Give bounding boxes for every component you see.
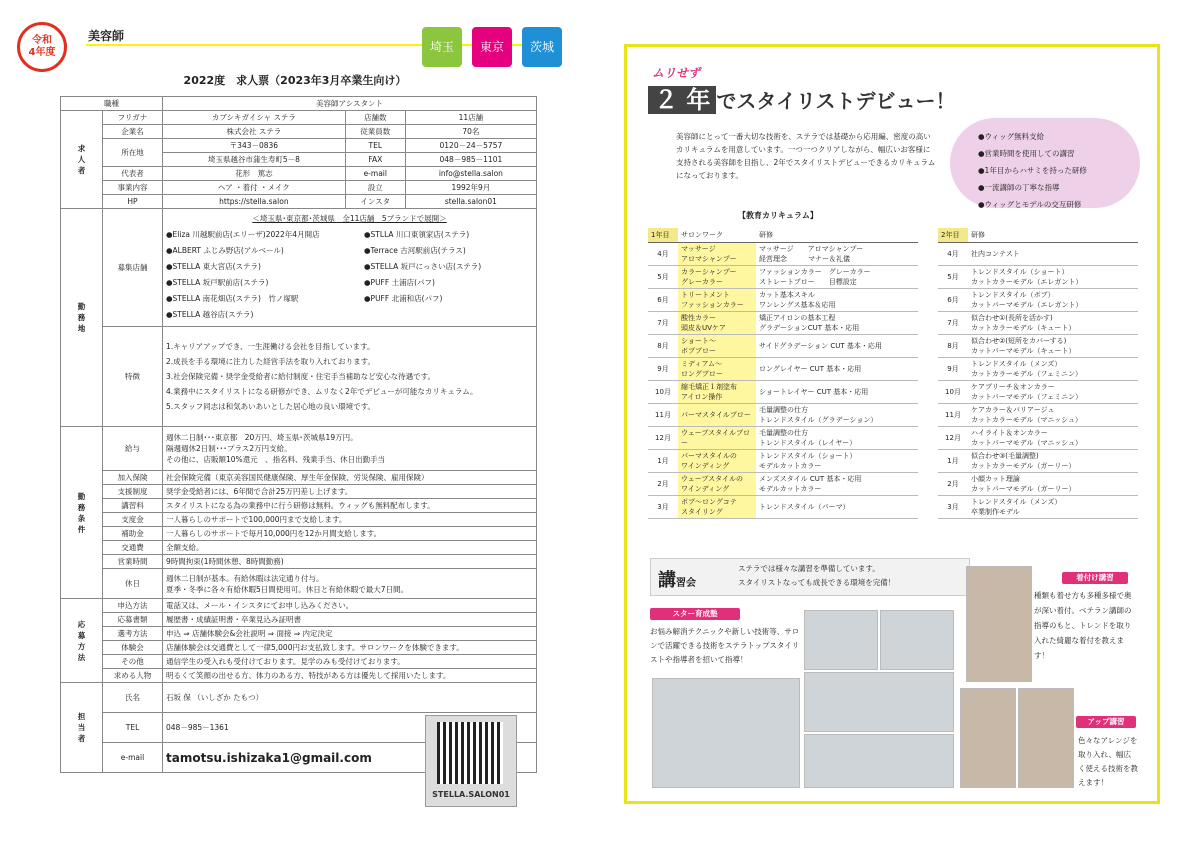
label-hp: HP [103, 195, 163, 209]
month: 10月 [648, 380, 678, 403]
sec-work: 勤 務 地 [61, 209, 103, 427]
sec-conditions: 勤 務 条 件 [61, 427, 103, 599]
star-text: お悩み解消テクニックや新しい技術等、サロンで活躍できる技術をステラトップスタイリストや指導者を招いて指導！ [650, 627, 800, 664]
up-title: アップ講習 [1076, 716, 1136, 728]
store-item: ●STELLA 坂戸にっさい店(ステラ) [364, 261, 482, 271]
month: 10月 [938, 380, 968, 403]
headline [648, 80, 956, 115]
feature-item: 5.スタッフ同志は和気あいあいとした居心地の良い環境です。 [166, 402, 376, 411]
month: 1月 [648, 449, 678, 472]
year2-row [938, 472, 1138, 495]
tag-saitama: 埼玉 [422, 27, 462, 67]
year1-col-salon: サロンワーク [678, 228, 756, 242]
month: 5月 [938, 265, 968, 288]
sec-contact: 担 当 者 [61, 683, 103, 773]
intro-text: 美容師にとって一番大切な技術を、ステラでは基礎から応用編、密度の高いカリキュラムを用意しています。一つ一つクリアしながら、幅広いお客様に支持される美容師を目指し、2年でスタイリストデビューできるカリキュラムになっております。 [676, 132, 936, 180]
year2-col-training: 研修 [968, 228, 1138, 242]
value-transport: 全額支給。 [163, 541, 537, 555]
curriculum-title: 【教育カリキュラム】 [738, 211, 818, 220]
training: トレンドスタイル（ボブ） カットパーマモデル（エレガント） [968, 288, 1138, 311]
sec-company: 求 人 者 [61, 111, 103, 209]
store-item: ●STELLA 越谷店(ステラ) [166, 309, 254, 319]
feature-item: 4.業務中にスタイリストになる研修ができ、ムリなく2年でデビューが可能なカリキュラム。 [166, 387, 478, 396]
feature-item: 1.キャリアアップでき、一生涯働ける会社を目指しています。 [166, 342, 375, 351]
label-rep: 代表者 [103, 167, 163, 181]
store-item: ●Eliza 川越駅前店(エリーザ)2022年4月開店 [166, 229, 320, 239]
value-company: 株式会社 ステラ [163, 125, 346, 139]
photo-updo-1 [960, 688, 1016, 788]
label-contact-tel: TEL [103, 713, 163, 743]
year1-row [648, 311, 918, 334]
year1-row [648, 357, 918, 380]
training: 毛量調整の仕方 トレンドスタイル（レイヤー） [756, 426, 918, 449]
salon-work: パーマスタイルブロー [678, 403, 756, 426]
sec-apply: 応 募 方 法 [61, 599, 103, 683]
year1-row [648, 265, 918, 288]
label-how: 申込方法 [103, 599, 163, 613]
month: 1月 [938, 449, 968, 472]
doc-title: 2022度 求人票（2023年3月卒業生向け） [183, 74, 407, 87]
stores-left [166, 227, 356, 323]
salon-work: ボブ〜ロングコテ スタイリング [678, 495, 756, 518]
tag-tokyo: 東京 [472, 27, 512, 67]
photo-seminar-5 [804, 734, 954, 788]
value-stores: 11店舗 [405, 111, 536, 125]
muri-label: ムリせず [652, 66, 701, 80]
photo-seminar-2 [880, 610, 954, 670]
label-company: 企業名 [103, 125, 163, 139]
salon-work: ショート〜 ボブブロー [678, 334, 756, 357]
month: 3月 [938, 495, 968, 518]
month: 12月 [648, 426, 678, 449]
feature-item: 3.社会保険完備・奨学金受給者に給付制度・住宅手当補助など安心な待遇です。 [166, 372, 436, 381]
training: サイドグラデーション CUT 基本・応用 [756, 334, 918, 357]
training: トレンドスタイル（ショート） カットカラーモデル（エレガント） [968, 265, 1138, 288]
headline-years: ２ 年 [648, 86, 716, 114]
training: ショートレイヤー CUT 基本・応用 [756, 380, 918, 403]
month: 9月 [938, 357, 968, 380]
year2-row [938, 380, 1138, 403]
value-furigana: カブシキガイシャ ステラ [163, 111, 346, 125]
salon-work: ウェーブスタイルの ワインディング [678, 472, 756, 495]
bullet-item: ●一流講師の丁寧な指導 [978, 183, 1060, 192]
month: 9月 [648, 357, 678, 380]
label-transport: 交通費 [103, 541, 163, 555]
month: 11月 [648, 403, 678, 426]
year2-row [938, 265, 1138, 288]
label-founded: 設立 [345, 181, 405, 195]
store-item: ●STLLA 川口東領家店(ステラ) [364, 229, 470, 239]
value-email: info@stella.salon [405, 167, 536, 181]
bullet-item: ●ウィッグ無料支給 [978, 132, 1045, 141]
label-insta: インスタ [345, 195, 405, 209]
value-name: 石坂 保 （いしざか たもつ） [163, 683, 537, 713]
year2-row [938, 334, 1138, 357]
value-tel: 0120－24－5757 [405, 139, 536, 153]
label-store-list: 募集店舗 [103, 209, 163, 327]
year1-label: 1年目 [648, 228, 678, 242]
year2-row [938, 426, 1138, 449]
label-name: 氏名 [103, 683, 163, 713]
photo-seminar-1 [804, 610, 878, 670]
month: 2月 [938, 472, 968, 495]
value-hp: https://stella.salon [163, 195, 346, 209]
year2-row [938, 288, 1138, 311]
month: 3月 [648, 495, 678, 518]
label-address: 所在地 [103, 139, 163, 167]
month: 4月 [648, 242, 678, 265]
month: 6月 [648, 288, 678, 311]
value-founded: 1992年9月 [405, 181, 536, 195]
value-docs: 履歴書・成績証明書・卒業見込み証明書 [163, 613, 537, 627]
training: トレンドスタイル（メンズ） 卒業制作モデル [968, 495, 1138, 518]
year1-row [648, 472, 918, 495]
label-tel: TEL [345, 139, 405, 153]
year1-row [648, 495, 918, 518]
store-item: ●STELLA 坂戸駅前店(ステラ) [166, 277, 269, 287]
features [163, 327, 537, 427]
year1-row [648, 288, 918, 311]
month: 2月 [648, 472, 678, 495]
label-other: その他 [103, 655, 163, 669]
value-rep: 花形 篤志 [163, 167, 346, 181]
year1-row [648, 426, 918, 449]
year1-row [648, 242, 918, 265]
up-text: 色々なアレンジを取り入れ、幅広く使える技術を教えます！ [1078, 736, 1138, 787]
year1-row [648, 334, 918, 357]
value-other: 通信学生の受入れも受付けております。見学のみも受付けております。 [163, 655, 537, 669]
photo-kimono [966, 566, 1032, 682]
training: ロングレイヤー CUT 基本・応用 [756, 357, 918, 380]
store-list [163, 209, 537, 327]
training: ケアカラー＆バリアージュ カットカラーモデル（マニッシュ） [968, 403, 1138, 426]
training: マッサージ アロマシャンプー 経営理念 マナー＆礼儀 [756, 242, 918, 265]
label-salary: 給与 [103, 427, 163, 471]
store-item: ●ALBERT ふじみ野店(アルベール) [166, 245, 284, 255]
qr-code-icon [437, 722, 503, 784]
salon-work: ミディアム〜 ロングブロー [678, 357, 756, 380]
value-prep: 一人暮らしのサポートで100,000円まで支給します。 [163, 513, 537, 527]
kitsuke-title: 着付け講習 [1062, 572, 1128, 584]
training: 小顔カット理論 カットパーマモデル（ガーリー） [968, 472, 1138, 495]
value-salary: 週休二日制･･･東京都 20万円、埼玉県･茨城県19万円。 隔週週休2日制･･･プラス2万円支給。 その他に、店販額10%還元 、指名料、残業手当、休日出勤手当 [163, 427, 537, 471]
value-address: 埼玉県越谷市蒲生寿町5－8 [163, 153, 346, 167]
store-item: ●STELLA 東大宮店(ステラ) [166, 261, 261, 271]
year1-table [648, 228, 918, 519]
value-select: 申込 ⇒ 店舗体験会&会社説明 ⇒ 面接 ⇒ 内定決定 [163, 627, 537, 641]
label-holiday: 休日 [103, 569, 163, 599]
value-hours: 9時間拘束(1時間休憩、8時間勤務) [163, 555, 537, 569]
training: ハイライト＆オンカラー カットパーマモデル（マニッシュ） [968, 426, 1138, 449]
store-item: ●Terrace 古河駅前店(テラス) [364, 245, 466, 255]
photo-seminar-4 [652, 678, 800, 788]
training: ケアブリーチ＆オンカラー カットパーマモデル（フェミニン） [968, 380, 1138, 403]
bullet-item: ●1年目からハサミを持った研修 [978, 166, 1087, 175]
label-support: 支援制度 [103, 485, 163, 499]
lecture-text: ステラでは様々な講習を準備しています。 スタイリストなっても成長できる環境を完備！ [738, 564, 896, 587]
value-contact-email: tamotsu.ishizaka1@gmail.com [163, 743, 537, 773]
month: 4月 [938, 242, 968, 265]
value-occupation: 美容師アシスタント [163, 97, 537, 111]
training: トレンドスタイル（パーマ） [756, 495, 918, 518]
month: 8月 [938, 334, 968, 357]
store-item: ●STELLA 南花畑店(ステラ) 竹ノ塚駅 [166, 293, 299, 303]
photo-seminar-3 [804, 672, 954, 732]
year1-col-training: 研修 [756, 228, 918, 242]
salon-work: パーマスタイルの ワインディング [678, 449, 756, 472]
feature-item: 2.成長を手る環境に注力した経営手法を取り入れております。 [166, 357, 376, 366]
label-furigana: フリガナ [103, 111, 163, 125]
year2-row [938, 357, 1138, 380]
salon-work: カラーシャンプー グレーカラー [678, 265, 756, 288]
label-select: 選考方法 [103, 627, 163, 641]
training: 矯正アイロンの基本工程 グラデーションCUT 基本・応用 [756, 311, 918, 334]
label-aid: 補助金 [103, 527, 163, 541]
label-contact-email: e-mail [103, 743, 163, 773]
value-business: ヘア ・着付 ・メイク [163, 181, 346, 195]
value-aid: 一人暮らしのサポートで毎月10,000円を12か月間支給します。 [163, 527, 537, 541]
lecture-heading-small: 習会 [676, 578, 696, 589]
value-employees: 70名 [405, 125, 536, 139]
value-insta: stella.salon01 [405, 195, 536, 209]
year2-table [938, 228, 1138, 519]
bullet-item: ●営業時間を使用しての講習 [978, 149, 1075, 158]
month: 7月 [648, 311, 678, 334]
star-title: スター育成塾 [650, 608, 740, 620]
training: トレンドスタイル（メンズ） カットカラーモデル（フェミニン） [968, 357, 1138, 380]
label-features: 特徴 [103, 327, 163, 427]
kitsuke-text: 種類も着せ方も多種多様で奥が深い着付。ベテラン講師の指導のもと、トレンドを取り入れた綺麗な着付を教えます！ [1034, 591, 1132, 660]
photo-updo-2 [1018, 688, 1074, 788]
month: 7月 [938, 311, 968, 334]
lecture-heading [658, 566, 696, 592]
qr-caption: STELLA.SALON01 [432, 790, 510, 799]
month: 5月 [648, 265, 678, 288]
value-wanted: 明るくて笑顔の出せる方、体力のある方、特技がある方は優先して採用いたします。 [163, 669, 537, 683]
label-docs: 応募書類 [103, 613, 163, 627]
year1-row [648, 380, 918, 403]
stores-right [364, 227, 481, 323]
label-email: e-mail [345, 167, 405, 181]
job-form [60, 96, 537, 773]
year-badge: 令和 4年度 [17, 22, 67, 72]
store-item: ●PUFF 北浦和店(パフ) [364, 293, 443, 303]
training: 似合わせ①(長所を活かす) カットカラーモデル（キュート） [968, 311, 1138, 334]
value-how: 電話又は、メール・インスタにてお申し込みください。 [163, 599, 537, 613]
value-training: スタイリストになる為の業務中に行う研修は無料。ウィッグも無料配布します。 [163, 499, 537, 513]
salon-work: トリートメント ファッションカラー [678, 288, 756, 311]
label-prep: 支度金 [103, 513, 163, 527]
year2-row [938, 449, 1138, 472]
training: メンズスタイル CUT 基本・応用 モデルカットカラー [756, 472, 918, 495]
year2-label: 2年目 [938, 228, 968, 242]
stores-headline: ＜埼玉県･東京都･茨城県 全11店舗 5ブランドで展開＞ [252, 213, 447, 223]
bullet-item: ●ウィッグとモデルの交互研修 [978, 200, 1082, 209]
training: 社内コンテスト [968, 242, 1138, 265]
training: トレンドスタイル（ショート） モデルカットカラー [756, 449, 918, 472]
job-title: 美容師 [88, 29, 125, 43]
salon-work: 縮毛矯正１剤塗布 アイロン操作 [678, 380, 756, 403]
value-support: 奨学金受給者には、6年間で合計25万円差し上げます。 [163, 485, 537, 499]
label-stores: 店舗数 [345, 111, 405, 125]
year2-row [938, 242, 1138, 265]
month: 11月 [938, 403, 968, 426]
year1-row [648, 403, 918, 426]
month: 8月 [648, 334, 678, 357]
training: カット基本スキル ワンレングス基本＆応用 [756, 288, 918, 311]
value-holiday: 週休二日制が基本。有給休暇は法定通り付与。 夏季・冬季に各々有給休暇5日間使用可。休日と有給休暇で最大7日間。 [163, 569, 537, 599]
value-insurance: 社会保険完備（東京美容国民健康保険、厚生年金保険、労災保険、雇用保険） [163, 471, 537, 485]
label-training: 講習料 [103, 499, 163, 513]
month: 6月 [938, 288, 968, 311]
value-postal: 〒343－0836 [163, 139, 346, 153]
label-business: 事業内容 [103, 181, 163, 195]
bullet-list [978, 128, 1087, 213]
year2-row [938, 495, 1138, 518]
training: ファッションカラー グレーカラー ストレートブロー 目標設定 [756, 265, 918, 288]
label-hours: 営業時間 [103, 555, 163, 569]
value-trial: 店舗体験会は交通費として一律5,000円お支払致します。サロンワークを体験できます。 [163, 641, 537, 655]
headline-rest: でスタイリストデビュー！ [716, 89, 956, 113]
training: 毛量調整の仕方 トレンドスタイル（グラデーション） [756, 403, 918, 426]
label-insurance: 加入保険 [103, 471, 163, 485]
label-occupation: 職種 [61, 97, 163, 111]
label-fax: FAX [345, 153, 405, 167]
salon-work: ウェーブスタイルブロー [678, 426, 756, 449]
store-item: ●PUFF 土浦店(パフ) [364, 277, 435, 287]
label-wanted: 求める人物 [103, 669, 163, 683]
label-employees: 従業員数 [345, 125, 405, 139]
salon-work: マッサージ アロマシャンプー [678, 242, 756, 265]
lecture-heading-big: 講 [658, 570, 676, 591]
value-contact-tel: 048－985－1361 [163, 713, 537, 743]
salon-work: 酸性カラー 頭皮＆UVケア [678, 311, 756, 334]
year2-row [938, 403, 1138, 426]
label-trial: 体験会 [103, 641, 163, 655]
training: 似合わせ②(短所をカバーする) カットパーマモデル（キュート） [968, 334, 1138, 357]
training: 似合わせ③(毛量調整) カットカラーモデル（ガーリー） [968, 449, 1138, 472]
value-fax: 048－985－1101 [405, 153, 536, 167]
tag-ibaraki: 茨城 [522, 27, 562, 67]
year1-row [648, 449, 918, 472]
year2-row [938, 311, 1138, 334]
month: 12月 [938, 426, 968, 449]
